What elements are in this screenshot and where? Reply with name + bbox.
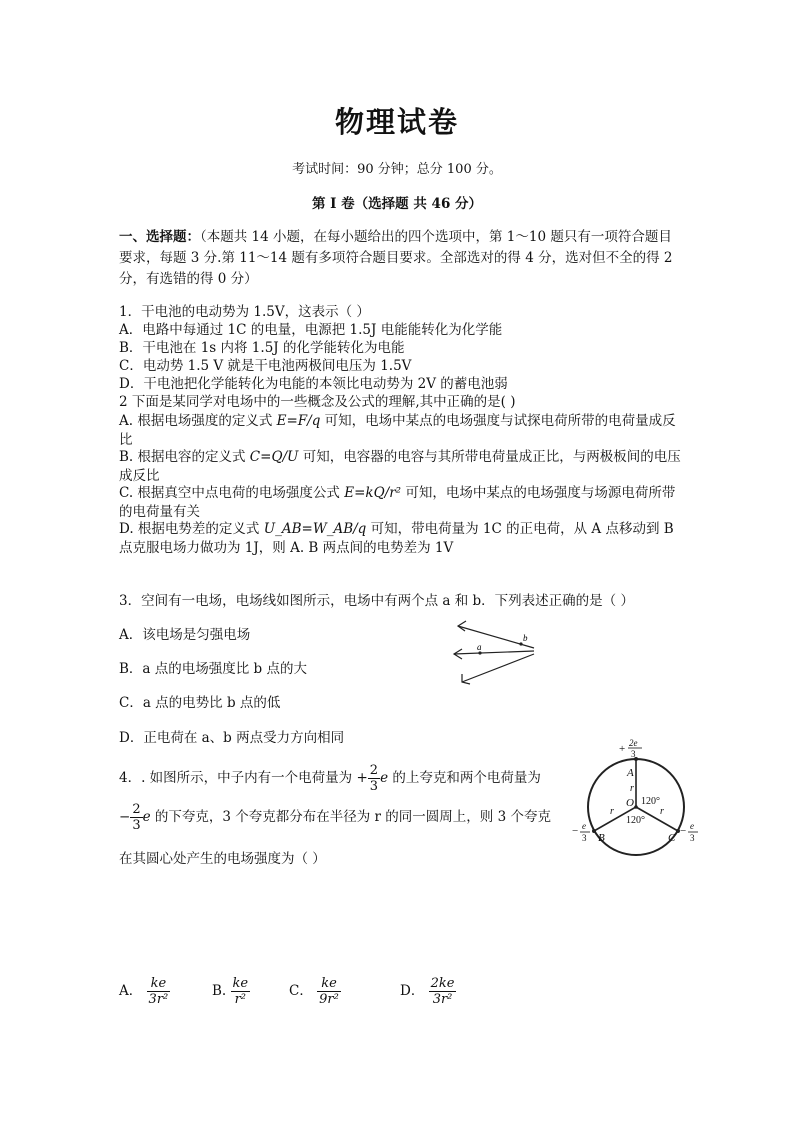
formula: E=kQ/r²: [344, 485, 402, 501]
exam-info: 考试时间：90 分钟；总分 100 分。: [292, 162, 502, 177]
radius-label: r: [610, 806, 614, 817]
charge-num: 2e: [629, 738, 638, 748]
point-a-label: a: [477, 642, 482, 652]
radius-label: r: [630, 783, 634, 794]
q2-option-c: C. 根据真空中点电荷的电场强度公式 E=kQ/r² 可知，电场中某点的电场强度与场源电荷所带的电荷量有关: [119, 485, 676, 520]
page-title: 物理试卷: [334, 105, 459, 139]
q2-option-b: B. 根据电容的定义式 C=Q/U 可知，电容器的电容与其所带电荷量成正比，与两极板间的电压成反比: [119, 449, 681, 484]
formula: E=F/q: [276, 413, 321, 429]
formula: U_AB=W_AB/q: [263, 521, 367, 537]
point-C-label: C: [668, 832, 676, 844]
fraction: $\frac{2}{3}$: [369, 763, 379, 794]
q2-stem: 2 下面是某同学对电场中的一些概念及公式的理解,其中正确的是( ): [119, 394, 516, 410]
charge-num: e: [582, 821, 586, 831]
field-lines-figure: [448, 618, 540, 690]
formula: C=Q/U: [249, 449, 299, 465]
q4-line-1: 4．. 如图所示，中子内有一个电荷量为 + $\frac{2}{3}$ e 的上夸克和两个电荷量为: [119, 763, 541, 794]
q3-option-d: D．正电荷在 a、b 两点受力方向相同: [119, 730, 345, 746]
q3-option-a: A．该电场是匀强电场: [119, 627, 251, 643]
fraction: $\frac{2}{3}$: [132, 802, 141, 833]
charge-sign: +: [619, 743, 626, 755]
section-heading: 第 I 卷（选择题 共 46 分）: [311, 196, 483, 212]
q1-stem: 1．干电池的电动势为 1.5V，这表示（ ）: [119, 304, 370, 320]
q4-answer-a: A． $\frac{ke}{\text{3r²}}$: [119, 976, 169, 1007]
q1-option-d: D．干电池把化学能转化为电能的本领比电动势为 2V 的蓄电池弱: [119, 376, 508, 392]
q3-option-b: B．a 点的电场强度比 b 点的大: [119, 661, 307, 677]
instructions-heading: 一、选择题：: [119, 229, 200, 245]
charge-sign: −: [572, 825, 579, 837]
q4-line-3: 在其圆心处产生的电场强度为（ ）: [119, 851, 326, 867]
fraction: $\frac{ke}{\text{3r²}}$: [148, 976, 169, 1007]
charge-den: 3: [582, 833, 587, 843]
charge-den: 3: [690, 833, 695, 843]
instructions-text: （本题共 14 小题，在每小题给出的四个选项中，第 1～10 题只有一项符合题目要求，每题 3 分.第 11～14 题有多项符合题目要求。全部选对的得 4 分，选对但不全的得 2 分，有选错的得 0 分）: [119, 229, 673, 287]
point-b-label: b: [523, 633, 528, 643]
q3-option-c: C．a 点的电势比 b 点的低: [119, 695, 281, 711]
q2-option-d: D. 根据电势差的定义式 U_AB=W_AB/q 可知，带电荷量为 1C 的正电荷，从 A 点移动到 B 点克服电场力做功为 1J，则 A. B 两点间的电势差为 1V: [119, 521, 674, 556]
q4-answer-b: B. $\frac{ke}{\text{r²}}$: [212, 976, 249, 1007]
fraction: $\frac{2ke}{\text{3r²}}$: [430, 976, 455, 1007]
center-O-label: O: [626, 797, 634, 809]
charge-sign: −: [680, 825, 687, 837]
charge-num: e: [690, 821, 694, 831]
fraction: $\frac{ke}{\text{9r²}}$: [319, 976, 339, 1007]
q1-option-a: A．电路中每通过 1C 的电量，电源把 1.5J 电能能转化为化学能: [119, 322, 503, 338]
q2-option-a: A. 根据电场强度的定义式 E=F/q 可知，电场中某点的电场强度与试探电荷所带的电荷量成反比: [119, 413, 676, 448]
charge-den: 3: [631, 749, 636, 759]
angle-label: 120°: [641, 796, 660, 807]
point-A-label: A: [627, 767, 634, 779]
fraction: $\frac{ke}{\text{r²}}$: [232, 976, 249, 1007]
instructions: [119, 227, 684, 290]
q3-stem: 3．空间有一电场，电场线如图所示，电场中有两个点 a 和 b．下列表述正确的是（ ）: [119, 593, 634, 609]
q4-answer-c: C． $\frac{ke}{\text{9r²}}$: [289, 976, 339, 1007]
q1-option-c: C．电动势 1.5 V 就是干电池两极间电压为 1.5V: [119, 358, 412, 374]
point-B-label: B: [598, 832, 605, 844]
quark-circle-figure: [572, 738, 704, 856]
q4-line-2: − $\frac{2}{3}$ e 的下夸克，3 个夸克都分布在半径为 r 的同一圆周上，则 3 个夸克: [119, 802, 551, 833]
angle-label: 120°: [626, 815, 645, 826]
q4-answer-d: D． $\frac{2ke}{\text{3r²}}$: [400, 976, 455, 1007]
q1-option-b: B．干电池在 1s 内将 1.5J 的化学能转化为电能: [119, 340, 405, 356]
radius-label: r: [660, 806, 664, 817]
